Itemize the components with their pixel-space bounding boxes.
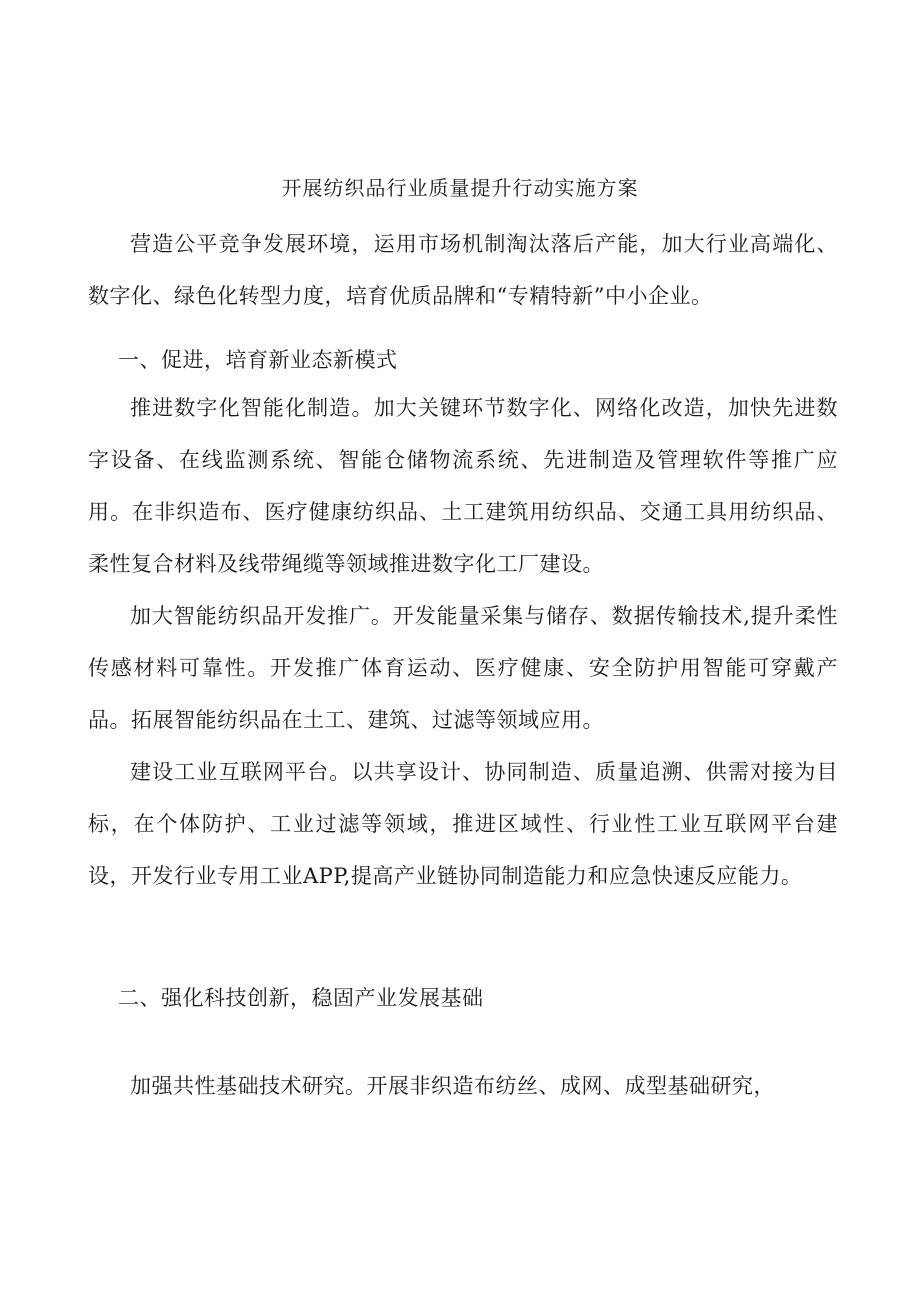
section-1-paragraph-1: 推进数字化智能化制造。加大关键环节数字化、网络化改造，加快先进数字设备、在线监测系统、智能仓储物流系统、先进制造及管理软件等推广应用。在非织造布、医疗健康纺织品、土工建筑用纺织品、交通工具用纺织品、柔性复合材料及线带绳缆等领域推进数字化工厂建设。	[88, 396, 838, 576]
section-heading-1: 一、促进，培育新业态新模式	[118, 348, 398, 372]
document-title: 开展纺织品行业质量提升行动实施方案	[281, 176, 639, 200]
section-1-paragraph-2: 加大智能纺织品开发推广。开发能量采集与储存、数据传输技术,提升柔性传感材料可靠性。开发推广体育运动、医疗健康、安全防护用智能可穿戴产品。拓展智能纺织品在土工、建筑、过滤等领域应用。	[88, 604, 838, 732]
section-heading-2: 二、强化科技创新，稳固产业发展基础	[118, 986, 484, 1010]
section-1-paragraph-3: 建设工业互联网平台。以共享设计、协同制造、质量追溯、供需对接为目标，在个体防护、工业过滤等领域，推进区域性、行业性工业互联网平台建设，开发行业专用工业APP,提高产业链协同制造能力和应急快速反应能力。	[88, 760, 838, 888]
section-2-paragraph-1: 加强共性基础技术研究。开展非织造布纺丝、成网、成型基础研究，	[130, 1074, 775, 1098]
intro-paragraph: 营造公平竞争发展环境，运用市场机制淘汰落后产能，加大行业高端化、数字化、绿色化转型力度，培育优质品牌和“专精特新”中小企业。	[88, 232, 838, 308]
